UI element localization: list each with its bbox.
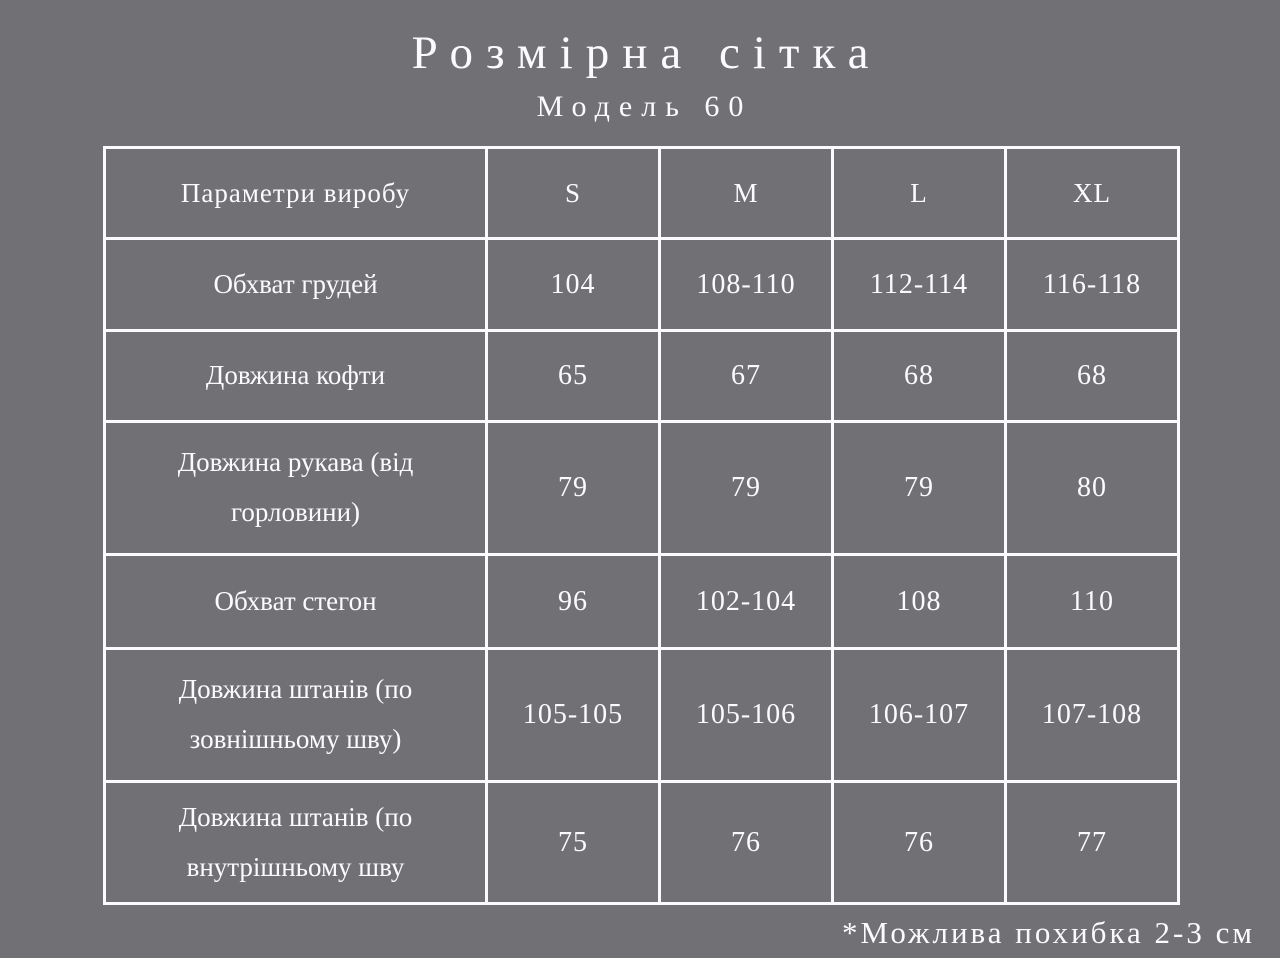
cell-value: 108-110	[660, 239, 833, 331]
header-cell-size-m: M	[660, 148, 833, 239]
cell-value: 75	[487, 782, 660, 904]
cell-value: 105-105	[487, 649, 660, 782]
cell-value: 116-118	[1006, 239, 1179, 331]
tolerance-footnote: *Можлива похибка 2-3 см	[842, 915, 1255, 950]
table-row-pants-inner-seam	[105, 782, 1179, 904]
row-label: Довжина штанів (по внутрішньому шву	[105, 782, 487, 904]
cell-value: 102-104	[660, 555, 833, 649]
header-cell-size-xl: XL	[1006, 148, 1179, 239]
page-title: Розмірна сітка	[411, 27, 882, 79]
cell-value: 108	[833, 555, 1006, 649]
cell-value: 68	[1006, 331, 1179, 422]
cell-value: 79	[660, 422, 833, 555]
cell-value: 77	[1006, 782, 1179, 904]
cell-value: 105-106	[660, 649, 833, 782]
header-cell-size-l: L	[833, 148, 1006, 239]
cell-value: 79	[487, 422, 660, 555]
table-row-sweater-length	[105, 331, 1179, 422]
size-table	[103, 146, 1180, 905]
cell-value: 96	[487, 555, 660, 649]
row-label: Довжина рукава (від горловини)	[105, 422, 487, 555]
cell-value: 68	[833, 331, 1006, 422]
page-subtitle: Модель 60	[536, 90, 753, 123]
cell-value: 106-107	[833, 649, 1006, 782]
header-cell-size-s: S	[487, 148, 660, 239]
row-label: Обхват грудей	[105, 239, 487, 331]
cell-value: 79	[833, 422, 1006, 555]
table-row-chest	[105, 239, 1179, 331]
table-row-sleeve-length	[105, 422, 1179, 555]
cell-value: 110	[1006, 555, 1179, 649]
table-row-hips	[105, 555, 1179, 649]
table-row-pants-outer-seam	[105, 649, 1179, 782]
cell-value: 67	[660, 331, 833, 422]
cell-value: 107-108	[1006, 649, 1179, 782]
cell-value: 112-114	[833, 239, 1006, 331]
table-header-row	[105, 148, 1179, 239]
cell-value: 104	[487, 239, 660, 331]
row-label: Довжина кофти	[105, 331, 487, 422]
cell-value: 76	[833, 782, 1006, 904]
row-label: Довжина штанів (по зовнішньому шву)	[105, 649, 487, 782]
row-label: Обхват стегон	[105, 555, 487, 649]
cell-value: 80	[1006, 422, 1179, 555]
header-cell-parameters: Параметри виробу	[105, 148, 487, 239]
cell-value: 76	[660, 782, 833, 904]
cell-value: 65	[487, 331, 660, 422]
